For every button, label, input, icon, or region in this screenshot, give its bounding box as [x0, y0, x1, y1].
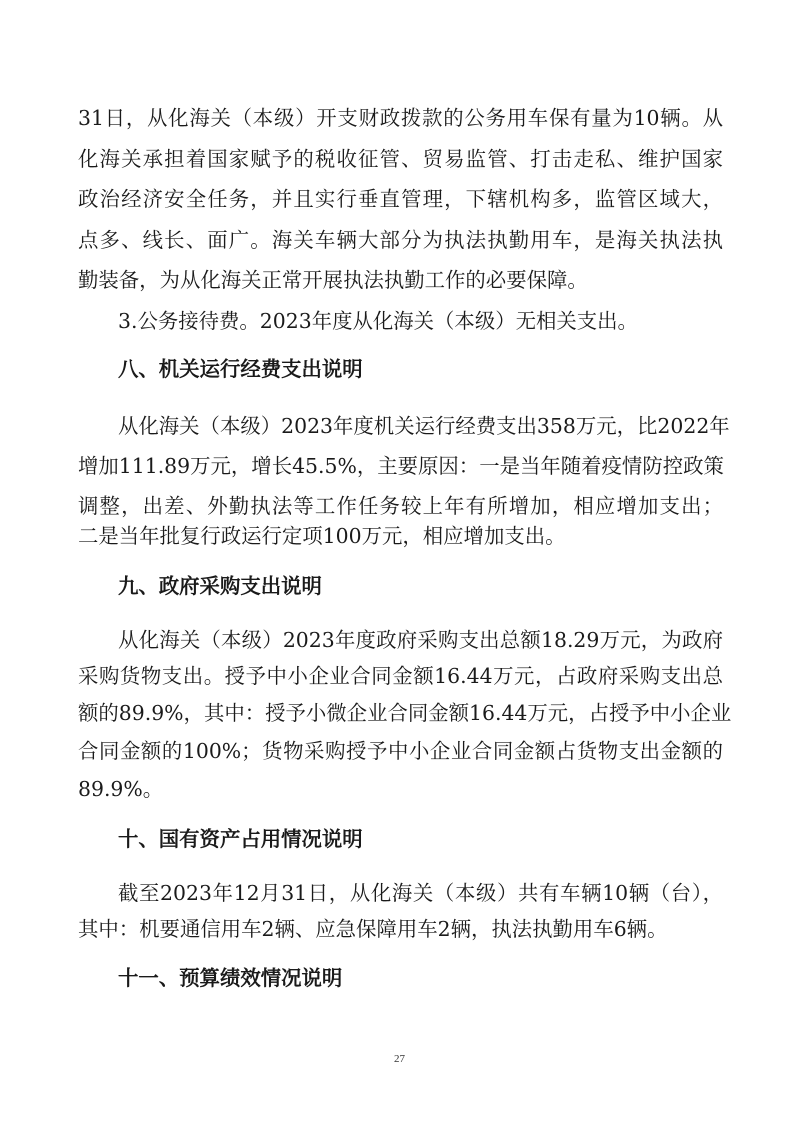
text-line: 从化海关（本级）2023年度政府采购支出总额18.29万元，为政府 [118, 628, 723, 652]
text-line: 31日，从化海关（本级）开支财政拨款的公务用车保有量为10辆。从 [78, 106, 723, 130]
text-line: 从化海关（本级）2023年度机关运行经费支出358万元，比2022年 [118, 414, 730, 438]
text-line: 勤装备，为从化海关正常开展执法执勤工作的必要保障。 [78, 268, 588, 292]
text-line: 其中：机要通信用车2辆、应急保障用车2辆，执法执勤用车6辆。 [78, 917, 668, 941]
text-line: 政治经济安全任务，并且实行垂直管理，下辖机构多，监管区域大， [78, 187, 723, 211]
section-heading: 十、国有资产占用情况说明 [118, 827, 363, 851]
text-line: 化海关承担着国家赋予的税收征管、贸易监管、打击走私、维护国家 [78, 147, 723, 171]
text-line: 点多、线长、面广。海关车辆大部分为执法执勤用车，是海关执法执 [78, 228, 723, 252]
page-number: 27 [394, 1053, 405, 1065]
section-heading: 十一、预算绩效情况说明 [118, 966, 343, 990]
text-line: 合同金额的100%；货物采购授予中小企业合同金额占货物支出金额的 [78, 739, 723, 763]
text-line: 截至2023年12月31日，从化海关（本级）共有车辆10辆（台）， [118, 881, 723, 905]
text-line: 调整，出差、外勤执法等工作任务较上年有所增加，相应增加支出； [78, 494, 723, 518]
section-heading: 九、政府采购支出说明 [118, 574, 322, 598]
text-line: 3.公务接待费。2023年度从化海关（本级）无相关支出。 [118, 309, 638, 333]
text-line: 89.9%。 [78, 777, 164, 801]
text-line: 额的89.9%，其中：授予小微企业合同金额16.44万元，占授予中小企业 [78, 701, 732, 725]
text-line: 增加111.89万元，增长45.5%，主要原因：一是当年随着疫情防控政策 [78, 454, 724, 478]
section-heading: 八、机关运行经费支出说明 [118, 357, 363, 381]
text-line: 二是当年批复行政运行定项100万元，相应增加支出。 [78, 524, 566, 548]
text-line: 采购货物支出。授予中小企业合同金额16.44万元，占政府采购支出总 [78, 664, 723, 688]
